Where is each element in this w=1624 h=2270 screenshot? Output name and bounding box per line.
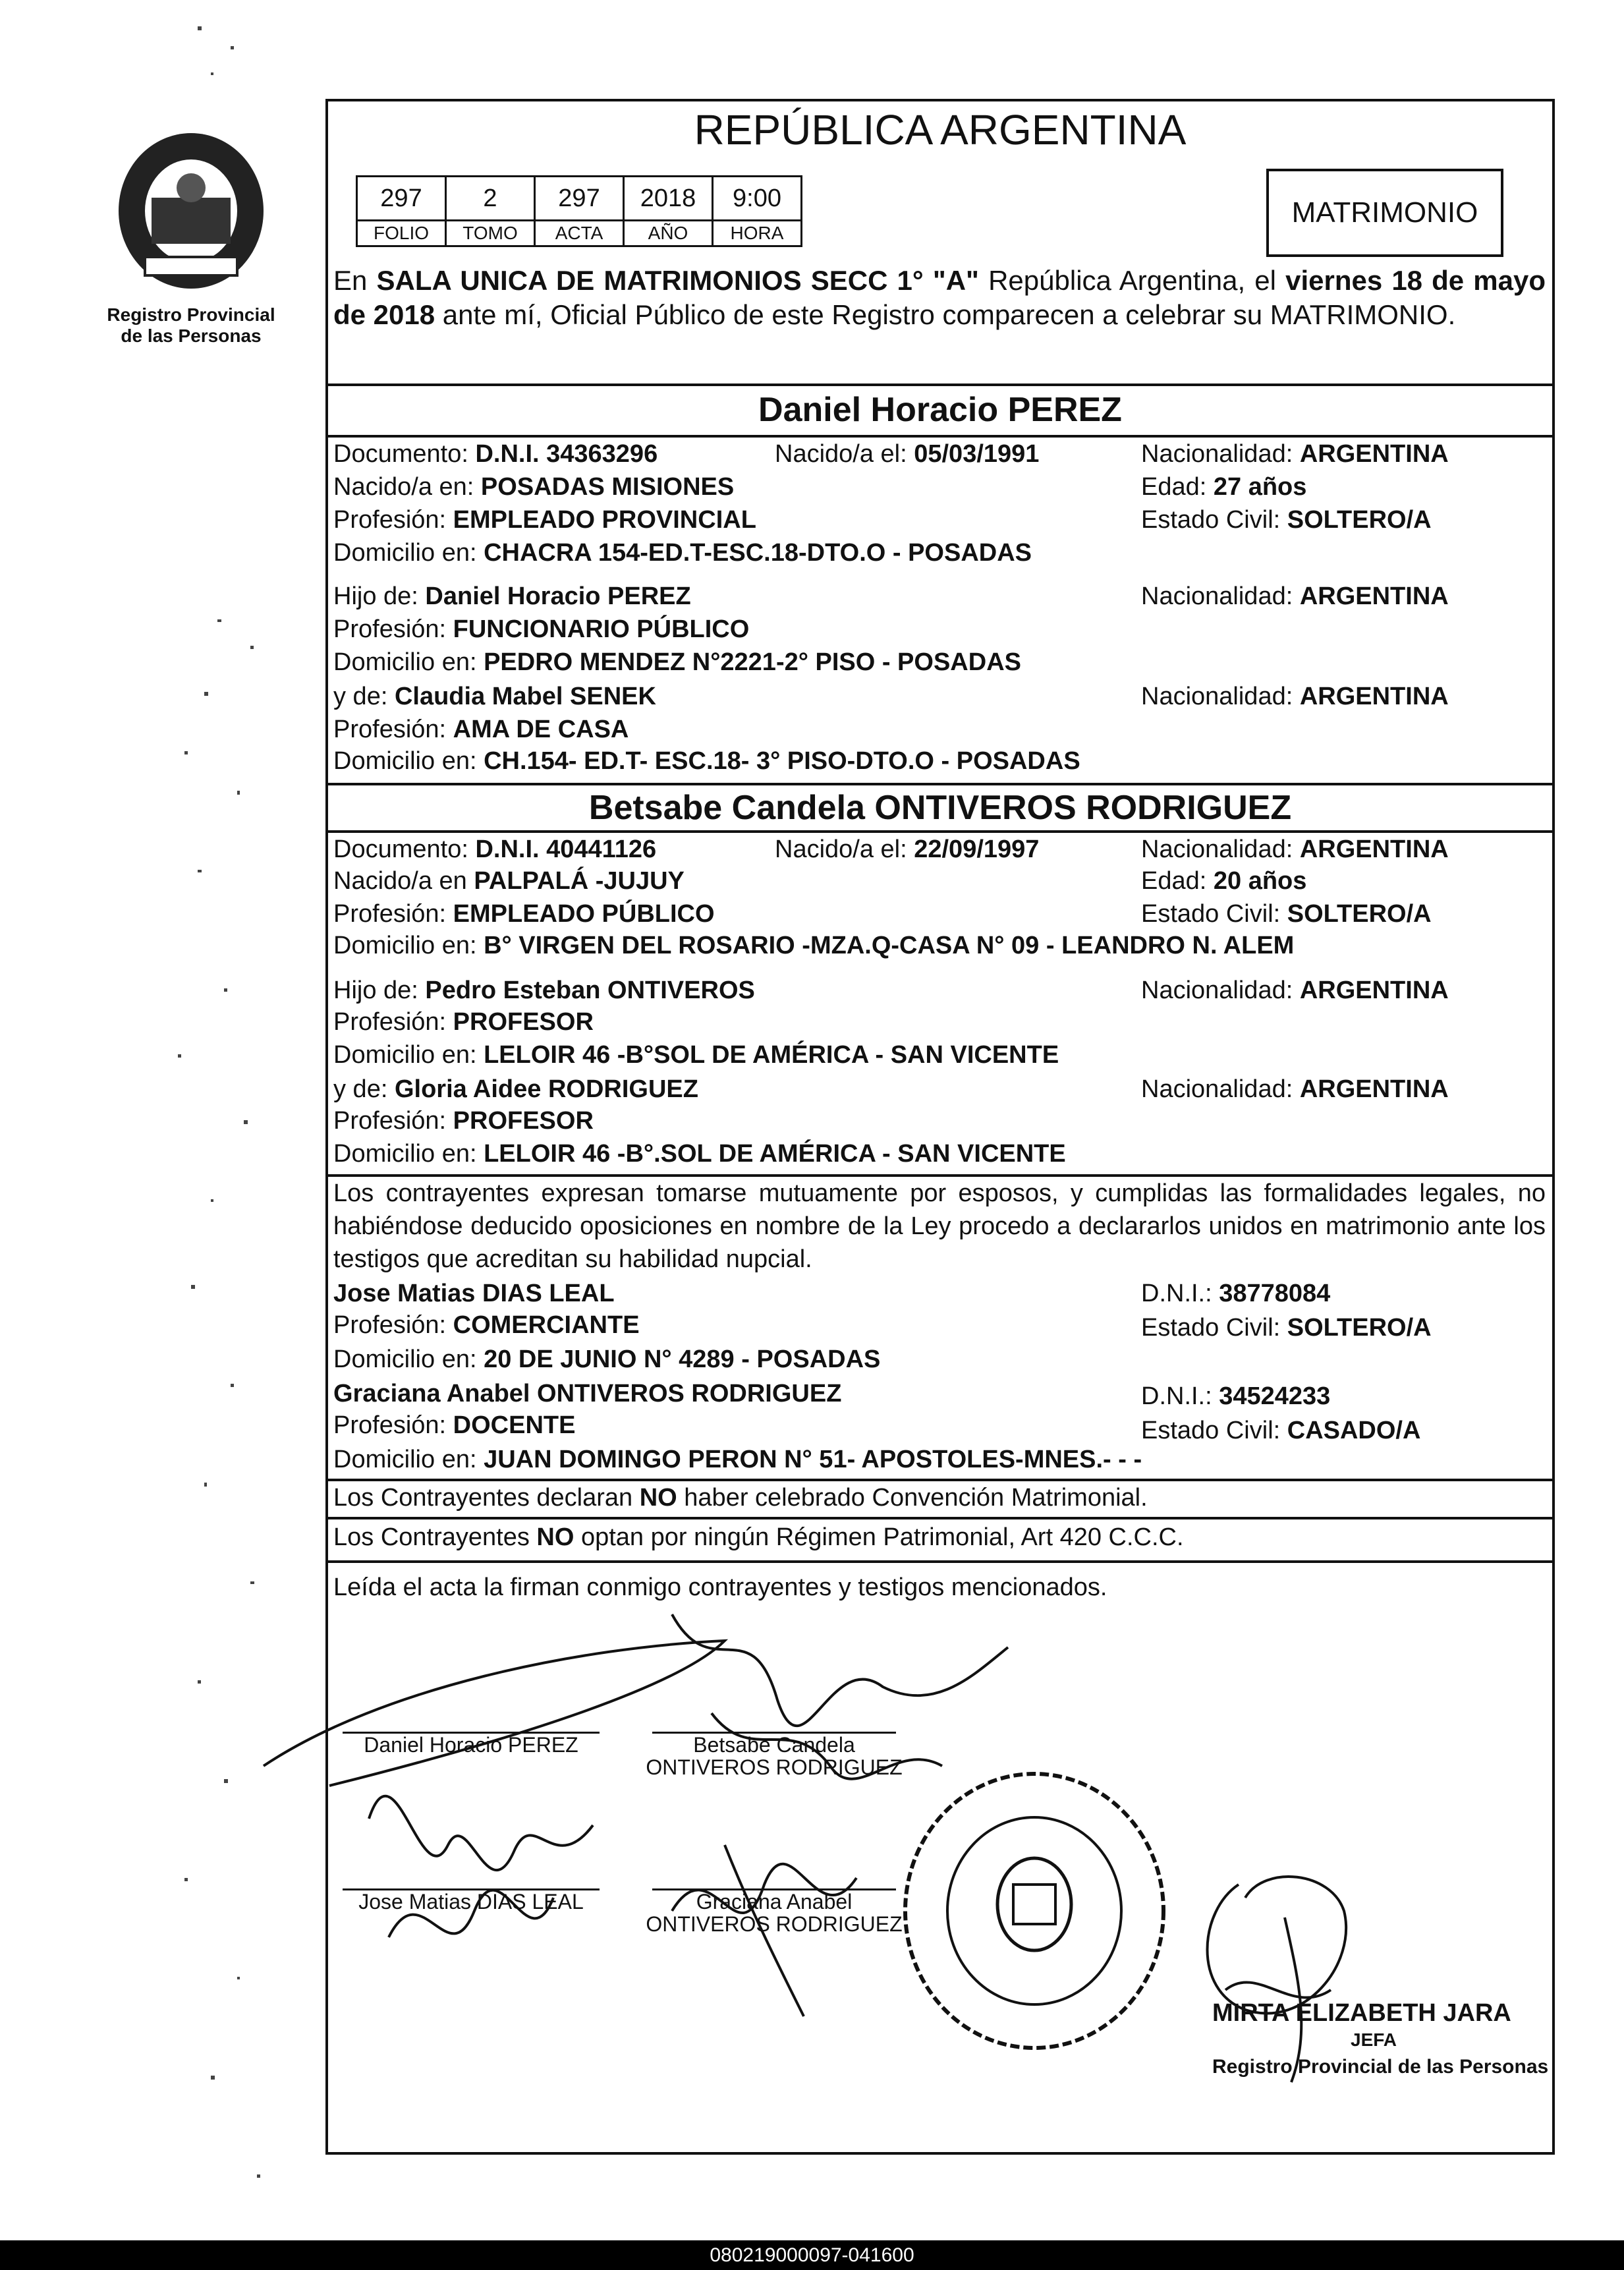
registry-org: Registro Provincial de las Personas: [107, 304, 275, 346]
divider: [325, 830, 1555, 833]
act-type-box: MATRIMONIO: [1266, 169, 1503, 257]
spouse1-mother-address: Domicilio en: CH.154- ED.T- ESC.18- 3° PISO-DTO.O - POSADAS: [333, 747, 1080, 775]
divider: [325, 435, 1555, 438]
spouse2-father-profession: Profesión: PROFESOR: [333, 1008, 594, 1036]
acta-label: ACTA: [535, 221, 624, 246]
chief-org: Registro Provincial de las Personas: [1212, 2056, 1549, 2078]
spouse2-civil-status: Estado Civil: SOLTERO/A: [1141, 900, 1432, 928]
folio-label: FOLIO: [357, 221, 446, 246]
signature-witness2-last: ONTIVEROS RODRIGUEZ: [646, 1912, 903, 1936]
tomo-value: 2: [446, 177, 535, 221]
spouse2-profession: Profesión: EMPLEADO PÚBLICO: [333, 900, 715, 928]
spouse1-age: Edad: 27 años: [1141, 473, 1307, 501]
signature-spouse2-last: ONTIVEROS RODRIGUEZ: [646, 1755, 903, 1779]
witness1-address: Domicilio en: 20 DE JUNIO N° 4289 - POSADAS: [333, 1346, 881, 1373]
anio-value: 2018: [624, 177, 713, 221]
intro-paragraph: En SALA UNICA DE MATRIMONIOS SECC 1° "A" República Argentina, el viernes 18 de mayo de 2018 ante mí, Oficial Público de este Registro comparecen a celebrar su MATRIMONIO.: [333, 265, 1546, 330]
witness2-name: Graciana Anabel ONTIVEROS RODRIGUEZ: [333, 1380, 842, 1407]
spouse1-mother: y de: Claudia Mabel SENEK: [333, 683, 656, 710]
anio-label: AÑO: [624, 221, 713, 246]
witness1-name: Jose Matias DIAS LEAL: [333, 1280, 615, 1307]
folio-value: 297: [357, 177, 446, 221]
declaration-paragraph: Los contrayentes expresan tomarse mutuamente por esposos, y cumplidas las formalidades legales, no habiéndose deducido oposiciones en nombre de la Ley procedo a declararlos unidos en matrimonio ante los testigos que acreditan su habilidad nupcial.: [333, 1179, 1546, 1273]
witness1-civil-status: Estado Civil: SOLTERO/A: [1141, 1314, 1432, 1342]
spouse2-birthdate: Nacido/a el: 22/09/1997: [775, 836, 1040, 863]
signature-witness1: Jose Matias DIAS LEAL: [358, 1890, 584, 1914]
spouse2-document: Documento: D.N.I. 40441126: [333, 836, 657, 863]
spouse1-birthplace: Nacido/a en: POSADAS MISIONES: [333, 473, 735, 501]
witness2-dni: D.N.I.: 34524233: [1141, 1382, 1331, 1410]
hora-value: 9:00: [713, 177, 802, 221]
spouse1-mother-profession: Profesión: AMA DE CASA: [333, 716, 629, 743]
witness1-profession: Profesión: COMERCIANTE: [333, 1311, 640, 1339]
chief-role: JEFA: [1351, 2029, 1397, 2050]
country-title: REPÚBLICA ARGENTINA: [694, 106, 1187, 154]
spouse2-nationality: Nacionalidad: ARGENTINA: [1141, 836, 1449, 863]
spouse1-father: Hijo de: Daniel Horacio PEREZ: [333, 582, 691, 610]
convention-statement: Los Contrayentes declaran NO haber celebrado Convención Matrimonial.: [333, 1484, 1148, 1512]
spouse1-civil-status: Estado Civil: SOLTERO/A: [1141, 506, 1432, 534]
spouse2-father-nationality: Nacionalidad: ARGENTINA: [1141, 977, 1449, 1004]
spouse1-document: Documento: D.N.I. 34363296: [333, 440, 658, 468]
divider: [325, 1517, 1555, 1519]
spouse1-name: Daniel Horacio PEREZ: [758, 391, 1122, 429]
witness2-address: Domicilio en: JUAN DOMINGO PERON N° 51- APOSTOLES-MNES.- - -: [333, 1446, 1142, 1473]
spouse2-address: Domicilio en: B° VIRGEN DEL ROSARIO -MZA.Q-CASA N° 09 - LEANDRO N. ALEM: [333, 932, 1295, 959]
spouse2-birthplace: Nacido/a en PALPALÁ -JUJUY: [333, 867, 685, 895]
spouse1-nationality: Nacionalidad: ARGENTINA: [1141, 440, 1449, 468]
closing-statement: Leída el acta la firman conmigo contrayentes y testigos mencionados.: [333, 1574, 1107, 1601]
witness2-civil-status: Estado Civil: CASADO/A: [1141, 1417, 1421, 1444]
spouse1-father-nationality: Nacionalidad: ARGENTINA: [1141, 582, 1449, 610]
acta-value: 297: [535, 177, 624, 221]
divider: [325, 1560, 1555, 1563]
hora-label: HORA: [713, 221, 802, 246]
barcode-number: 080219000097-041600: [0, 2240, 1624, 2270]
spouse1-address: Domicilio en: CHACRA 154-ED.T-ESC.18-DTO.O - POSADAS: [333, 539, 1032, 567]
spouse2-mother-address: Domicilio en: LELOIR 46 -B°.SOL DE AMÉRICA - SAN VICENTE: [333, 1140, 1066, 1168]
spouse1-profession: Profesión: EMPLEADO PROVINCIAL: [333, 506, 756, 534]
signature-witness2-first: Graciana Anabel: [696, 1890, 853, 1914]
regime-statement: Los Contrayentes NO optan por ningún Régimen Patrimonial, Art 420 C.C.C.: [333, 1523, 1184, 1551]
witness1-dni: D.N.I.: 38778084: [1141, 1280, 1331, 1307]
spouse2-father-address: Domicilio en: LELOIR 46 -B°SOL DE AMÉRICA - SAN VICENTE: [333, 1041, 1059, 1069]
spouse1-mother-nationality: Nacionalidad: ARGENTINA: [1141, 683, 1449, 710]
spouse2-father: Hijo de: Pedro Esteban ONTIVEROS: [333, 977, 755, 1004]
spouse2-name: Betsabe Candela ONTIVEROS RODRIGUEZ: [588, 789, 1292, 827]
spouse2-mother: y de: Gloria Aidee RODRIGUEZ: [333, 1075, 698, 1103]
spouse1-birthdate: Nacido/a el: 05/03/1991: [775, 440, 1040, 468]
registry-table: [356, 175, 802, 247]
tomo-label: TOMO: [446, 221, 535, 246]
spouse2-age: Edad: 20 años: [1141, 867, 1307, 895]
spouse2-mother-profession: Profesión: PROFESOR: [333, 1107, 594, 1135]
signature-spouse1: Daniel Horacio PEREZ: [364, 1733, 578, 1757]
spouse2-mother-nationality: Nacionalidad: ARGENTINA: [1141, 1075, 1449, 1103]
divider: [325, 383, 1555, 386]
chief-name: MIRTA ELIZABETH JARA: [1212, 1999, 1511, 2027]
witness2-profession: Profesión: DOCENTE: [333, 1411, 576, 1439]
spouse1-father-profession: Profesión: FUNCIONARIO PÚBLICO: [333, 615, 750, 643]
signature-spouse2-first: Betsabe Candela: [693, 1733, 855, 1757]
spouse1-father-address: Domicilio en: PEDRO MENDEZ N°2221-2° PISO - POSADAS: [333, 648, 1021, 676]
registry-stamp-icon: [896, 1766, 1173, 2056]
divider: [325, 1479, 1555, 1481]
divider: [325, 783, 1555, 785]
